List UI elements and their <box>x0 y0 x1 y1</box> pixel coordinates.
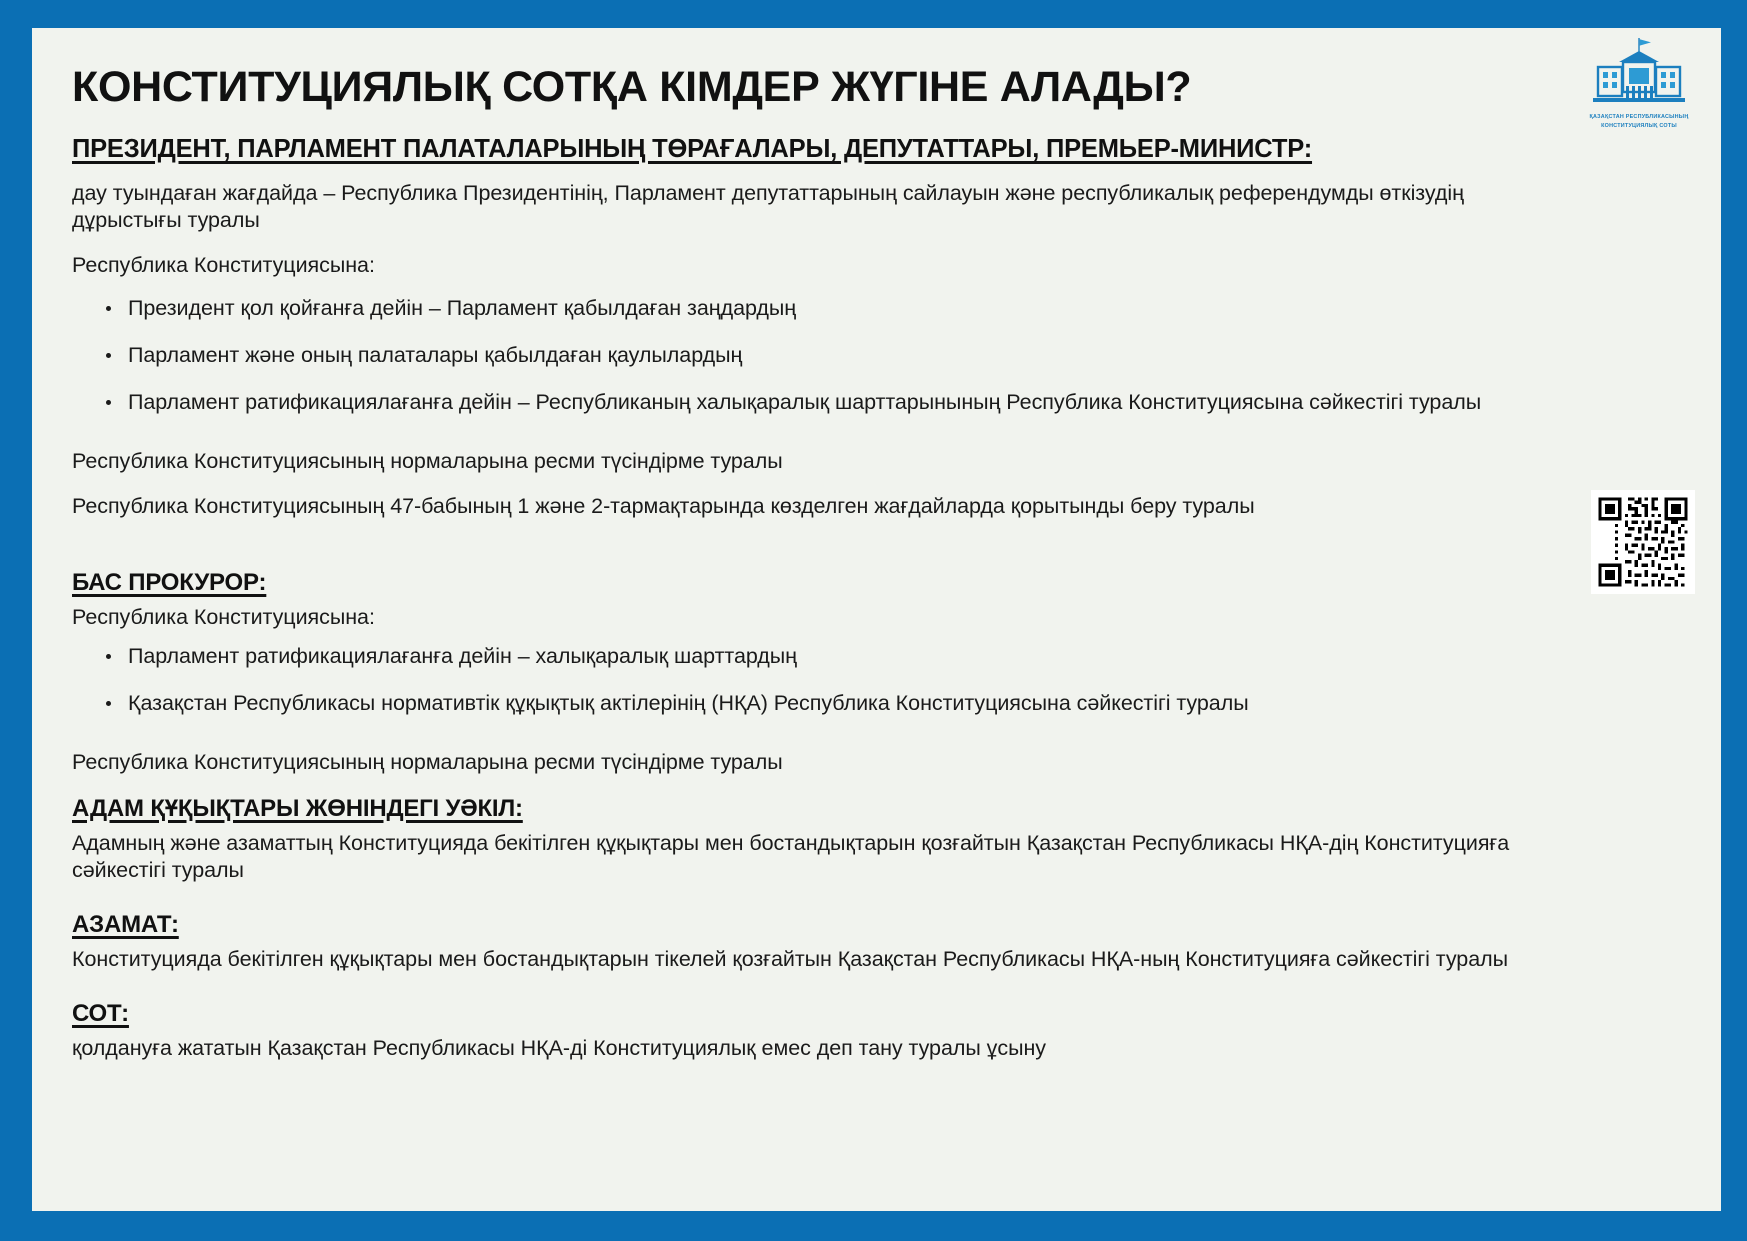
section-citizen <box>72 910 1677 973</box>
section-president-bullets <box>72 295 1651 416</box>
spacer <box>72 902 1677 910</box>
section-prosecutor-bullets <box>72 643 1651 717</box>
section-commissioner-note-1: Адамның және азаматтың Конституцияда бекітілген құқықтары мен бостандықтарын қозғайтын Қазақстан Республикасы НҚА-дің Конституцияға сәйкестігі туралы <box>72 831 1510 882</box>
section-human-rights-commissioner <box>72 794 1677 884</box>
constitutional-court-logo <box>1579 36 1699 130</box>
section-prosecutor-general <box>72 568 1677 776</box>
list-item: Парламент ратификациялағанға дейін – халықаралық шарттардың <box>106 643 1651 670</box>
section-president-intro: дау туындаған жағдайда – Республика Президентінің, Парламент депутаттарының сайлауын және республикалық референдумды өткізудің дұрыстығы туралы <box>72 181 1464 232</box>
section-heading-prosecutor-general: БАС ПРОКУРОР: <box>72 569 267 596</box>
list-item: Парламент ратификациялағанға дейін – Республиканың халықаралық шарттарынының Республика Конституциясына сәйкестігі туралы <box>106 389 1651 416</box>
list-item: Президент қол қойғанға дейін – Парламент қабылдаған заңдардың <box>106 295 1651 322</box>
page-title: КОНСТИТУЦИЯЛЫҚ СОТҚА КІМДЕР ЖҮГІНЕ АЛАДЫ? <box>72 63 1192 111</box>
section-heading-human-rights-commissioner: АДАМ ҚҰҚЫҚТАРЫ ЖӨНІНДЕГІ УӘКІЛ: <box>72 795 523 822</box>
qr-code[interactable] <box>1591 490 1695 594</box>
spacer <box>72 991 1677 999</box>
section-prosecutor-note-1: Республика Конституциясының нормаларына ресми түсіндірме туралы <box>72 750 783 774</box>
spacer <box>72 538 1677 568</box>
government-building-icon <box>1579 36 1699 112</box>
section-president <box>72 134 1677 520</box>
section-court-note-1: қолдануға жататын Қазақстан Республикасы НҚА-ді Конституциялық емес деп тану туралы ұсыну <box>72 1036 1047 1060</box>
section-heading-court: СОТ: <box>72 1000 129 1027</box>
qr-code-icon <box>1595 494 1691 590</box>
section-president-lead: Республика Конституциясына: <box>72 253 375 277</box>
section-president-note-1: Республика Конституциясының нормаларына ресми түсіндірме туралы <box>72 449 783 473</box>
section-prosecutor-lead: Республика Конституциясына: <box>72 605 375 629</box>
list-item: Парламент және оның палаталары қабылдаған қаулылардың <box>106 342 1651 369</box>
section-citizen-note-1: Конституцияда бекітілген құқықтары мен бостандықтарын тікелей қозғайтын Қазақстан Республикасы НҚА-ның Конституцияға сәйкестігі туралы <box>72 947 1509 971</box>
section-heading-president: ПРЕЗИДЕНТ, ПАРЛАМЕНТ ПАЛАТАЛАРЫНЫҢ ТӨРАҒАЛАРЫ, ДЕПУТАТТАРЫ, ПРЕМЬЕР-МИНИСТР: <box>72 135 1313 163</box>
logo-caption-line-2: КОНСТИТУЦИЯЛЫҚ СОТЫ <box>1601 123 1677 129</box>
section-court <box>72 999 1677 1062</box>
logo-caption-line-1: ҚАЗАҚСТАН РЕСПУБЛИКАСЫНЫҢ <box>1589 114 1689 120</box>
section-heading-citizen: АЗАМАТ: <box>72 911 179 938</box>
poster-panel <box>32 28 1721 1211</box>
list-item: Қазақстан Республикасы нормативтік құқықтық актілерінің (НҚА) Республика Конституциясына сәйкестігі туралы <box>106 690 1651 717</box>
section-president-note-2: Республика Конституциясының 47-бабының 1 және 2-тармақтарында көзделген жағдайларда қорытынды беру туралы <box>72 494 1255 518</box>
